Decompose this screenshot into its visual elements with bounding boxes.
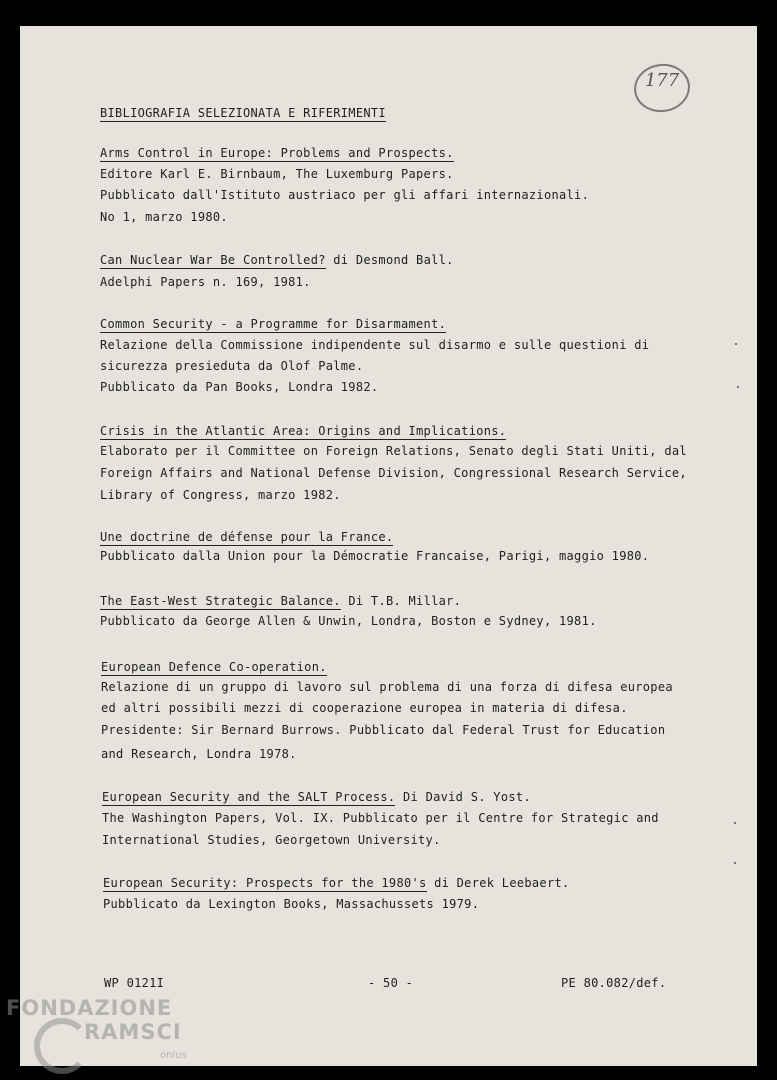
footer-page-number: - 50 - <box>368 976 414 990</box>
margin-speck <box>737 386 739 388</box>
entry-line: Pubblicato da George Allen & Unwin, Londra, Boston e Sydney, 1981. <box>100 614 597 628</box>
entry-title-suffix: di Desmond Ball. <box>325 253 454 267</box>
entry-line: Presidente: Sir Bernard Burrows. Pubblicato dal Federal Trust for Education <box>101 723 666 737</box>
watermark-g-logo <box>34 1018 90 1074</box>
entry-title: Can Nuclear War Be Controlled? <box>100 253 326 267</box>
entry-title: European Security and the SALT Process. <box>102 790 396 804</box>
entry-title-line <box>101 660 327 674</box>
entry-title: Crisis in the Atlantic Area: Origins and Implications. <box>100 424 507 438</box>
entry-line: Pubblicato dall'Istituto austriaco per gli affari internazionali. <box>100 188 590 202</box>
entry-line: sicurezza presieduta da Olof Palme. <box>100 359 364 373</box>
entry-line: and Research, Londra 1978. <box>101 747 297 761</box>
entry-title-line <box>100 530 393 544</box>
entry-title-line <box>102 790 531 804</box>
entry-title: Une doctrine de défense pour la France. <box>100 530 394 544</box>
entry-line: Editore Karl E. Birnbaum, The Luxemburg Papers. <box>100 167 454 181</box>
entry-line: No 1, marzo 1980. <box>100 210 228 224</box>
handwritten-page-number: 177 <box>644 70 680 91</box>
bibliography-heading <box>100 106 386 120</box>
entry-line: Pubblicato da Pan Books, Londra 1982. <box>100 380 379 394</box>
entry-line: Relazione di un gruppo di lavoro sul problema di una forza di difesa europea <box>101 680 673 694</box>
heading-text: BIBLIOGRAFIA SELEZIONATA E RIFERIMENTI <box>100 106 386 120</box>
entry-line: Library of Congress, marzo 1982. <box>100 488 341 502</box>
entry-line: Adelphi Papers n. 169, 1981. <box>100 275 311 289</box>
margin-speck <box>735 343 737 345</box>
watermark-onlus: onlus <box>160 1050 187 1061</box>
footer-reference: PE 80.082/def. <box>561 976 667 990</box>
entry-title-suffix: di Derek Leebaert. <box>426 876 570 890</box>
entry-title: European Security: Prospects for the 1980's <box>103 876 427 890</box>
entry-title-line <box>100 317 446 331</box>
entry-line: International Studies, Georgetown University. <box>102 833 441 847</box>
entry-title: European Defence Co-operation. <box>101 660 327 674</box>
entry-title-line <box>100 594 461 608</box>
entry-title-line <box>100 424 506 438</box>
watermark-fondazione: FONDAZIONE <box>6 996 173 1020</box>
entry-line: The Washington Papers, Vol. IX. Pubblicato per il Centre for Strategic and <box>102 811 659 825</box>
entry-title: Arms Control in Europe: Problems and Prospects. <box>100 146 454 160</box>
margin-speck <box>734 822 736 824</box>
entry-line: Pubblicato dalla Union pour la Démocratie Francaise, Parigi, maggio 1980. <box>100 549 650 563</box>
footer-document-code: WP 0121I <box>104 976 165 990</box>
margin-speck <box>734 862 736 864</box>
entry-title-line <box>103 876 570 890</box>
watermark-gramsci: RAMSCI <box>84 1020 182 1044</box>
entry-title-line <box>100 253 454 267</box>
entry-line: Pubblicato da Lexington Books, Massachussets 1979. <box>103 897 480 911</box>
entry-title-suffix: Di T.B. Millar. <box>340 594 462 608</box>
entry-title-line <box>100 146 454 160</box>
entry-line: Elaborato per il Committee on Foreign Relations, Senato degli Stati Uniti, dal <box>100 444 687 458</box>
entry-line: Relazione della Commissione indipendente sul disarmo e sulle questioni di <box>100 338 650 352</box>
entry-line: ed altri possibili mezzi di cooperazione europea in materia di difesa. <box>101 701 628 715</box>
entry-title: Common Security - a Programme for Disarmament. <box>100 317 447 331</box>
entry-title: The East-West Strategic Balance. <box>100 594 341 608</box>
entry-title-suffix: Di David S. Yost. <box>395 790 531 804</box>
entry-line: Foreign Affairs and National Defense Division, Congressional Research Service, <box>100 466 687 480</box>
